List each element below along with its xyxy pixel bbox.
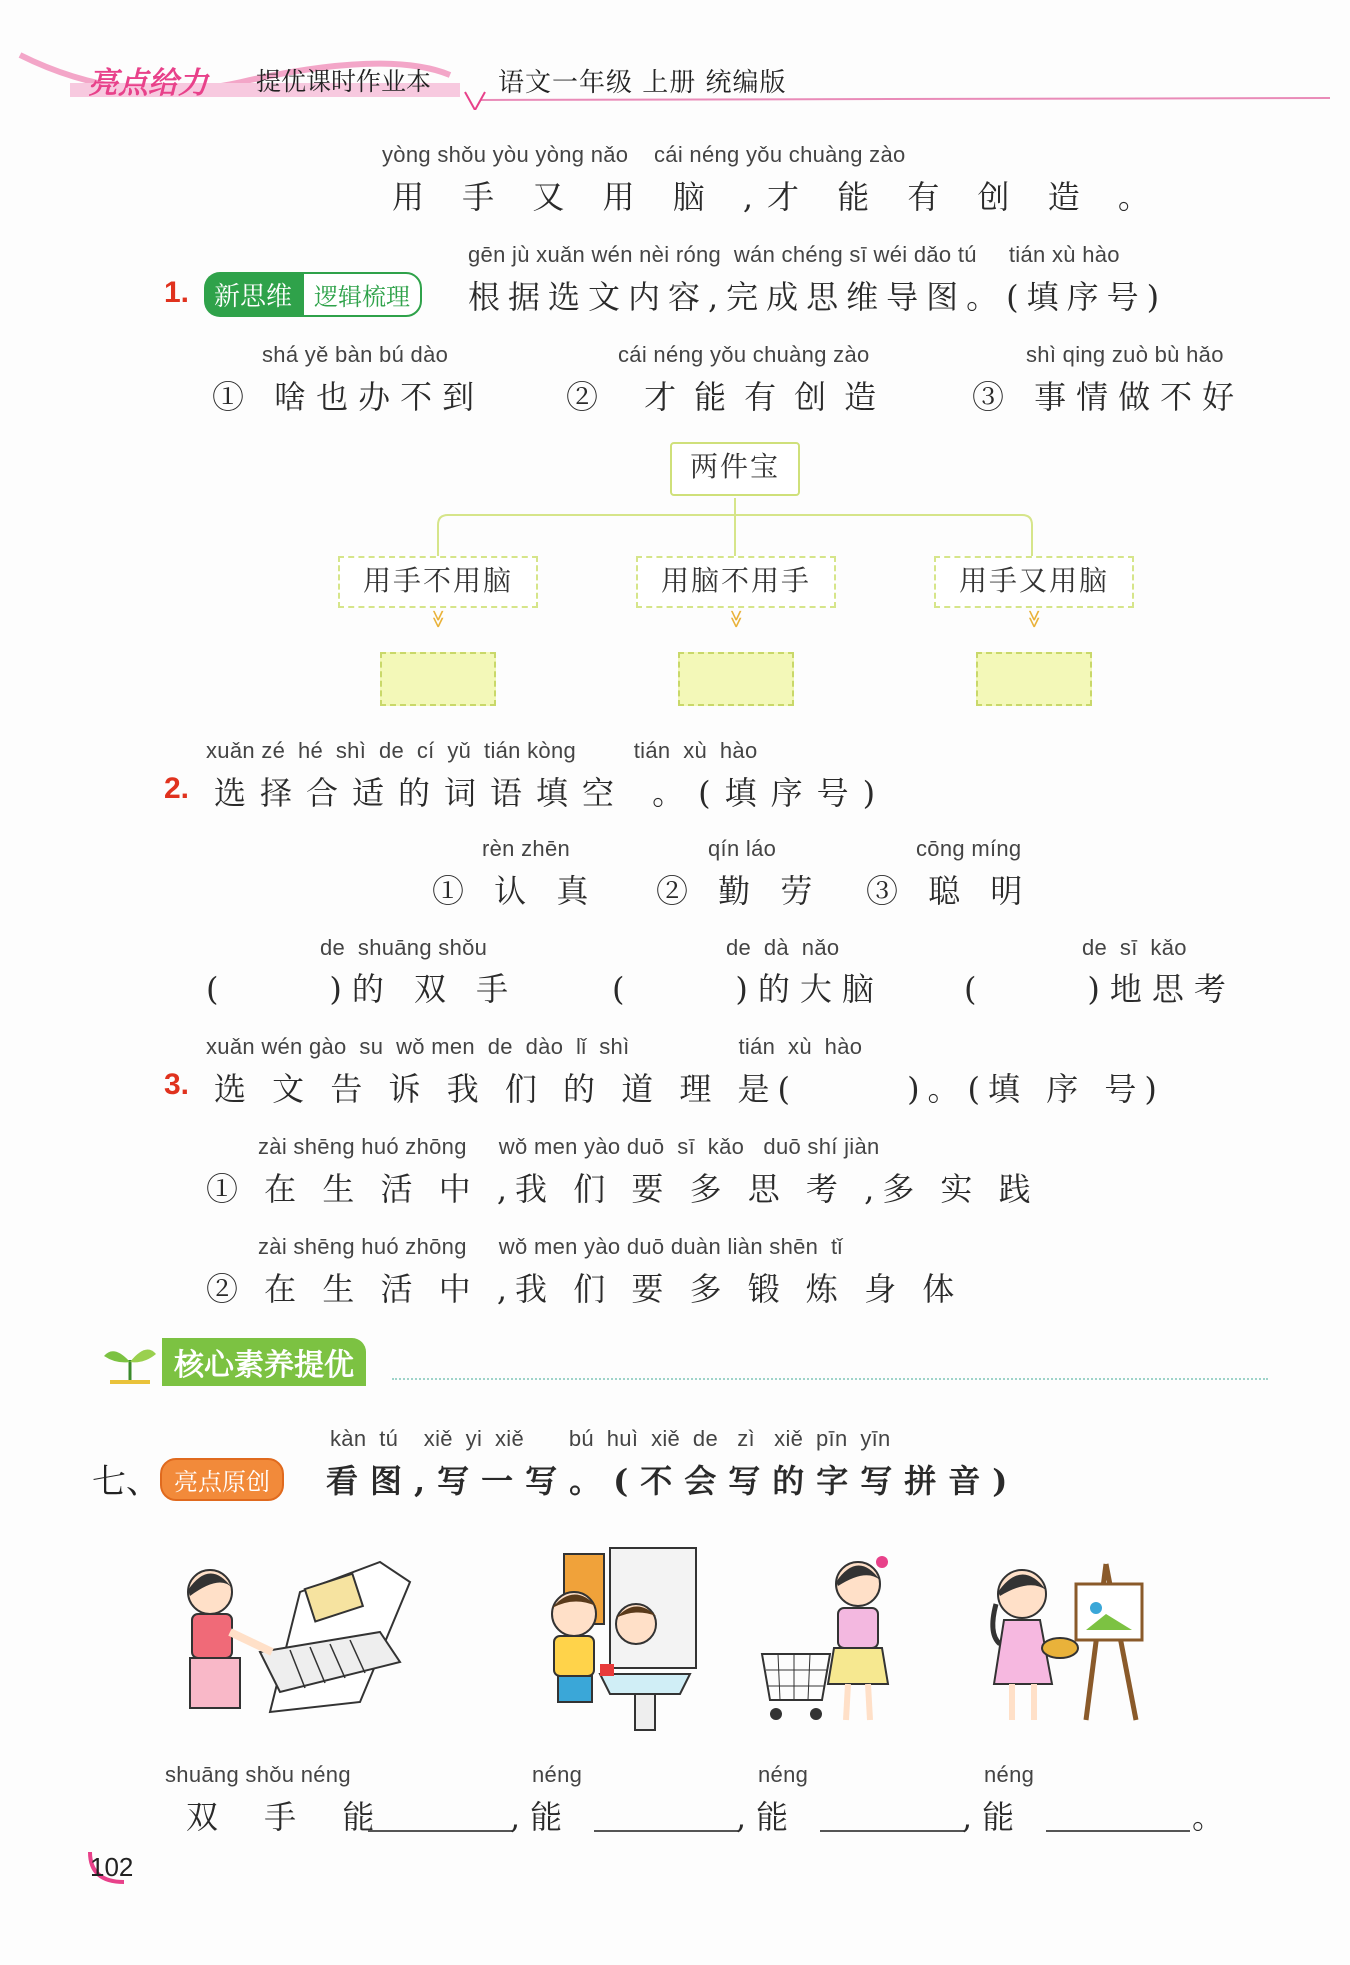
mindmap-answer-box[interactable]	[380, 652, 496, 706]
q2-option-pinyin: rèn zhēn	[482, 836, 571, 861]
q2-blank[interactable]: ( )的大脑	[612, 970, 884, 1008]
q7-tag: 亮点原创	[160, 1458, 284, 1501]
q2-blank[interactable]: ( )的 双 手	[206, 970, 519, 1008]
boys-washing-illustration	[540, 1544, 700, 1734]
q2-option: ② 勤 劳	[656, 872, 823, 910]
q3-option: ② 在 生 活 中 ,我 们 要 多 锻 炼 身 体	[206, 1270, 963, 1308]
mindmap-answer-box[interactable]	[678, 652, 794, 706]
answer-blank[interactable]	[368, 1830, 512, 1832]
section-title: 核心素养提优	[162, 1338, 366, 1386]
q2-option-pinyin: cōng míng	[916, 836, 1022, 861]
q3-pinyin: xuǎn wén gào su wǒ men de dào lǐ shì tián xù hào	[206, 1034, 863, 1059]
answer-prefix: 双 手 能	[186, 1798, 393, 1836]
q1-option-pinyin: shì qing zuò bù hǎo	[1026, 342, 1224, 367]
answer-pinyin: néng	[758, 1762, 809, 1787]
intro-text: 用 手 又 用 脑 ,才 能 有 创 造 。	[392, 178, 1164, 216]
chevron-down-icon: ≫	[1023, 609, 1045, 629]
q2-blank-pinyin: de dà nǎo	[726, 935, 840, 960]
chevron-down-icon: ≫	[725, 609, 747, 629]
mindmap-answer-box[interactable]	[976, 652, 1092, 706]
girl-piano-illustration	[180, 1552, 450, 1732]
answer-prefix: ,能	[962, 1798, 1025, 1836]
q7-pinyin: kàn tú xiě yi xiě bú huì xiě de zì xiě pīn yīn	[330, 1426, 891, 1451]
answer-prefix: ,能	[736, 1798, 799, 1836]
q1-option: ① 啥也办不到	[212, 378, 485, 416]
q3-option-pinyin: zài shēng huó zhōng wǒ men yào duō duàn liàn shēn tǐ	[258, 1234, 843, 1259]
q7-text: 看图,写一写。(不会写的字写拼音)	[326, 1462, 1020, 1500]
q2-blank-pinyin: de shuāng shǒu	[320, 935, 488, 960]
sprout-icon	[100, 1338, 160, 1384]
q2-blank[interactable]: ( )地思考	[964, 970, 1236, 1008]
mindmap-branch: 用脑不用手	[636, 556, 836, 608]
q2-option: ① 认 真	[432, 872, 599, 910]
chevron-down-icon: ≫	[427, 609, 449, 629]
section-header	[100, 1336, 1270, 1386]
q7-number: 七、	[92, 1462, 160, 1502]
mindmap-branch: 用手又用脑	[934, 556, 1134, 608]
section-divider	[392, 1378, 1268, 1380]
q2-number: 2.	[164, 772, 190, 805]
q2-text: 选择合适的词语填空 。(填序号)	[214, 774, 890, 812]
q3-option: ① 在 生 活 中 ,我 们 要 多 思 考 ,多 实 践	[206, 1170, 1039, 1208]
q1-number: 1.	[164, 276, 190, 309]
answer-blank[interactable]	[594, 1830, 738, 1832]
q1-option: ② 才能有创造	[566, 378, 895, 416]
subject-title: 语文一年级 上册 统编版	[498, 68, 787, 98]
q1-pinyin: gēn jù xuǎn wén nèi róng wán chéng sī wéi dǎo tú tián xù hào	[468, 242, 1120, 267]
answer-pinyin: néng	[532, 1762, 583, 1787]
q1-option-pinyin: cái néng yǒu chuàng zào	[618, 342, 870, 367]
answer-blank[interactable]	[820, 1830, 964, 1832]
intro-pinyin: yòng shǒu yòu yòng nǎo cái néng yǒu chuàng zào	[382, 142, 906, 167]
q2-blank-pinyin: de sī kǎo	[1082, 935, 1187, 960]
logic-tag: 逻辑梳理	[302, 272, 422, 317]
q3-number: 3.	[164, 1068, 190, 1101]
mindmap-branch: 用手不用脑	[338, 556, 538, 608]
mindmap-connectors	[0, 0, 1350, 720]
q1-text: 根据选文内容,完成思维导图。(填序号)	[468, 278, 1168, 316]
girl-painting-illustration	[976, 1544, 1176, 1734]
brand-logo: 亮点给力	[88, 66, 208, 101]
q2-pinyin: xuǎn zé hé shì de cí yǔ tián kòng tián xù hào	[206, 738, 758, 763]
series-title: 提优课时作业本	[256, 67, 432, 96]
answer-pinyin: néng	[984, 1762, 1035, 1787]
answer-end: 。	[1192, 1798, 1235, 1836]
q2-option: ③ 聪 明	[866, 872, 1033, 910]
page-number: 102	[90, 1852, 134, 1882]
answer-blank[interactable]	[1046, 1830, 1190, 1832]
q1-option: ③ 事情做不好	[972, 378, 1245, 416]
mindmap-root: 两件宝	[670, 442, 800, 496]
q1-option-pinyin: shá yě bàn bú dào	[262, 342, 449, 367]
answer-pinyin: shuāng shǒu néng	[165, 1762, 351, 1787]
q3-text[interactable]: 选 文 告 诉 我 们 的 道 理 是( )。(填 序 号)	[214, 1070, 1165, 1108]
q3-option-pinyin: zài shēng huó zhōng wǒ men yào duō sī kǎo duō shí jiàn	[258, 1134, 880, 1159]
new-thinking-tag: 新思维	[204, 272, 302, 317]
q2-option-pinyin: qín láo	[708, 836, 777, 861]
girl-cart-illustration	[758, 1544, 908, 1734]
answer-prefix: ,能	[510, 1798, 573, 1836]
